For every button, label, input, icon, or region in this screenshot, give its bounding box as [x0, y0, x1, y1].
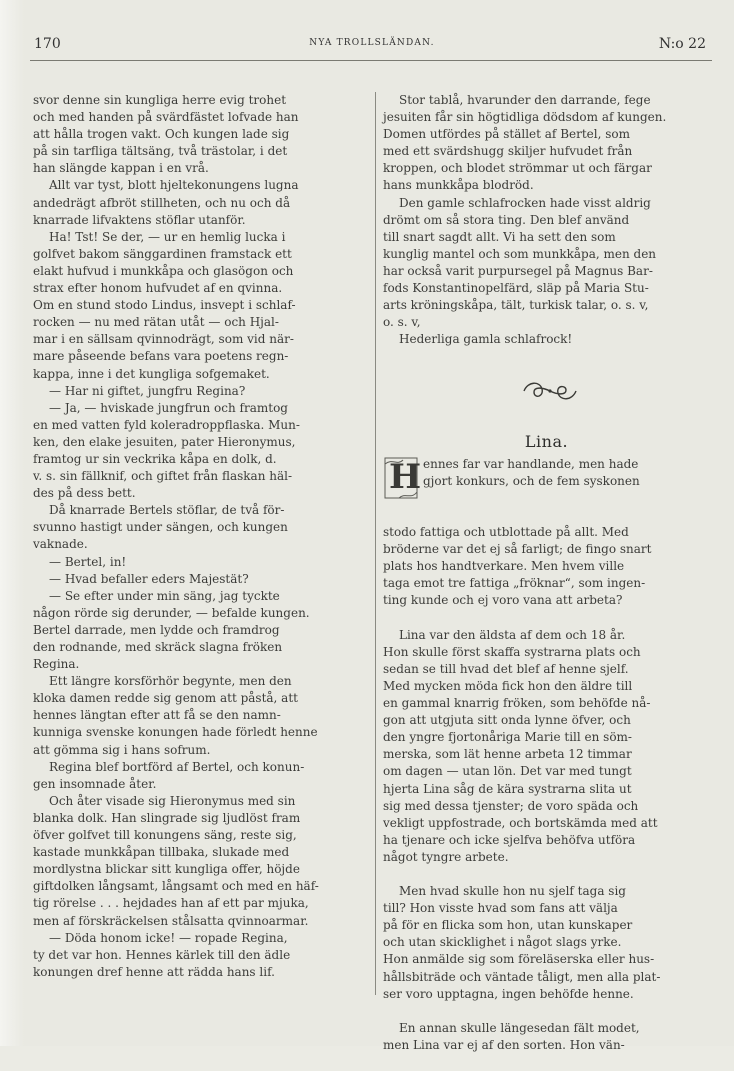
- column-divider: [375, 92, 376, 995]
- paragraph: Ha! Tst! Se der, — ur en hemlig lucka i golfvet bakom sänggardinen framstack ett elakt hufvud i munkkåpa och glasögon och strax efter honom hufvudet af en qvinna. Om en stund stodo Lindus, insvept i schlaf- rocken — nu med rätan utåt — och Hjal- mar i en sällsam qvinnodrägt, som vid när- mare påseende befans vara poetens regn- kappa, inne i det kungliga sofgemaket.: [33, 229, 296, 381]
- left-column: [33, 92, 372, 981]
- drop-cap-letter: H: [389, 457, 422, 497]
- story-text: [383, 507, 710, 1071]
- header-rule: [30, 60, 712, 61]
- story-opening-lines: ennes far var handlande, men hade gjort konkurs, och de fem syskonen: [423, 457, 640, 489]
- paragraph: — Bertel, in!: [49, 554, 127, 569]
- flourish-icon: [520, 379, 580, 403]
- story-title: Lina.: [524, 432, 569, 451]
- right-column: [383, 92, 710, 348]
- paragraph: svor denne sin kungliga herre evig trohet och med handen på svärdfästet lofvade han att hålla trogen vakt. Och kungen lade sig på sin tarfliga tältsäng, två trästolar, i det han slängde kappan i en vrå.: [33, 93, 299, 176]
- paragraph: Men hvad skulle hon nu sjelf taga sig till? Hon visste hvad som fans att välja på för en flicka som hon, utan kunskaper och utan skicklighet i något slags yrke. Hon anmälde sig som föreläserska eller hus- hållsbiträde och väntade tåligt, men alla plat- ser voro upptagna, ingen behöfde henne.: [383, 884, 661, 1001]
- paragraph: Ett längre korsförhör begynte, men den kloka damen redde sig genom att påstå, att hennes längtan efter att få se den namn- kunniga svenske konungen hade förledt henne att gömma sig i hans sofrum.: [33, 674, 318, 757]
- ornament-divider: [520, 379, 580, 403]
- paragraph: — Döda honom icke! — ropade Regina, ty det var hon. Hennes kärlek till den ädle konungen dref henne att rädda hans lif.: [33, 930, 291, 979]
- running-title: NYA TROLLSLÄNDAN.: [309, 38, 435, 48]
- paragraph: Lina var den äldsta af dem och 18 år. Hon skulle först skaffa systrarna plats och sedan se till hvad det blef af henne sjelf. Med mycken möda fick hon den äldre till en gammal knarrig fröken, som behöfde nå- gon att utgjuta sitt onda lynne öfver, och den yngre fjortonåriga Marie till en söm- merska, som lät henne arbeta 12 timmar om dagen — utan lön. Det var med tungt hjerta Lina såg de kära systrarna slita ut sig med dessa tjenster; de voro späda och vekligt uppfostrade, och bortskämda med att ha tjenare och icke sjelfva behöfva utföra något tyngre arbete.: [383, 627, 658, 864]
- paragraph: Stor tablå, hvarunder den darrande, fege jesuiten får sin högtidliga dödsdom af kungen. Domen utfördes på stället af Bertel, som med ett svärdshugg skiljer hufvudet från kroppen, och blodet strömmar ut och färgar hans munkkåpa blodröd.: [383, 93, 667, 193]
- paragraph: Då knarrade Bertels stöflar, de två för- svunno hastigt under sängen, och kungen vaknade.: [33, 503, 288, 552]
- issue-number: N:o 22: [658, 36, 706, 52]
- paragraph: Den gamle schlafrocken hade visst aldrig drömt om så stora ting. Den blef använd till snart sagdt allt. Vi ha sett den som kunglig mantel och som munkkåpa, men den har också varit purpursegel på Magnus Bar- fods Konstantinopelfärd, släp på Maria Stu- arts kröningskåpa, tält, turkisk talar, o. s. v, o. s. v,: [383, 195, 657, 330]
- page-edge-shadow: [0, 0, 24, 1046]
- paragraph: Allt var tyst, blott hjeltekonungens lugna andedrägt afbröt stillheten, och nu och då knarrade lifvaktens stöflar utanför.: [33, 178, 299, 227]
- paragraph: — Har ni giftet, jungfru Regina?: [49, 383, 246, 398]
- paragraph: Hederliga gamla schlafrock!: [399, 332, 573, 347]
- paragraph: — Ja, — hviskade jungfrun och framtog en med vatten fyld koleradroppflaska. Mun- ken, den elake jesuiten, pater Hieronymus, framtog ur sin veckrika kåpa en dolk, d. v. s. sin fällknif, och giftet från flaskan häl- des på dess bett.: [33, 400, 300, 501]
- paragraph: stodo fattiga och utblottade på allt. Med bröderne var det ej så farligt; de fingo snart plats hos handtverkare. Men hvem ville taga emot tre fattiga „fröknar“, som ingen- ting kunde och ej voro vana att arbeta?: [383, 525, 652, 608]
- paragraph: En annan skulle längesedan fält modet, men Lina var ej af den sorten. Hon vän-: [383, 1020, 640, 1052]
- paragraph: Regina blef bortförd af Bertel, och konun- gen insomnade åter.: [33, 759, 305, 791]
- paragraph: — Se efter under min säng, jag tyckte någon rörde sig derunder, — befalde kungen. Bertel darrade, men lydde och framdrog den rodnande, med skräck slagna fröken Regina.: [33, 588, 310, 672]
- page-header: [34, 34, 710, 58]
- paragraph: — Hvad befaller eders Majestät?: [49, 571, 249, 586]
- drop-cap: [383, 456, 422, 500]
- paragraph: Och åter visade sig Hieronymus med sin blanka dolk. Han slingrade sig ljudlöst fram öfver golfvet till konungens säng, reste sig, kastade munkkåpan tillbaka, slukade med mordlystna blickar sitt kungliga offer, höjde giftdolken långsamt, långsamt och med en häf- tig rörelse . . . hejdades han af ett par mjuka, men af förskräckelsen stålsatta qvinnoarmar.: [33, 793, 319, 928]
- page-number: 170: [34, 36, 61, 52]
